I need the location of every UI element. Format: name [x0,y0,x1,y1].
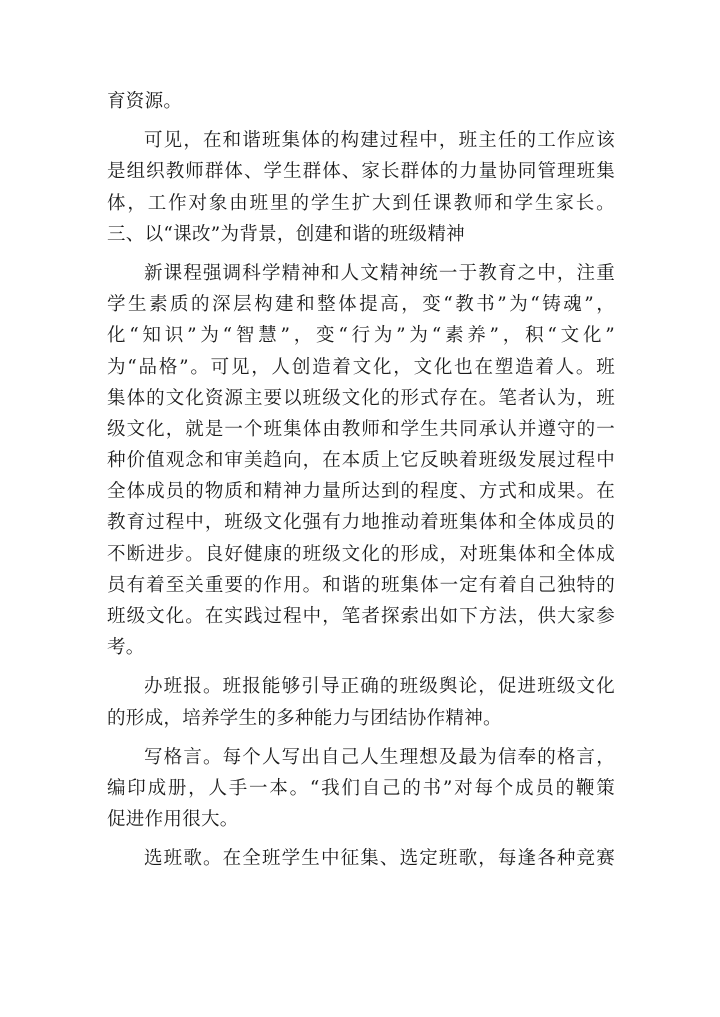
text-line: 可见，在和谐班集体的构建过程中，班主任的工作应该 [144,130,615,152]
text-line: 办班报。班报能够引导正确的班级舆论，促进班级文化 [144,676,615,698]
text-line: 选班歌。在全班学生中征集、选定班歌，每逢各种竞赛 [144,848,615,870]
text-line: 考。 [107,637,145,659]
text-line: 是组织教师群体、学生群体、家长群体的力量协同管理班集 [107,161,615,183]
paragraph-gap [107,734,615,742]
text-line: 的形成，培养学生的多种能力与团结协作精神。 [107,707,502,729]
text-line: 促进作用很大。 [107,809,239,831]
text-line: 化“知识”为“智慧”，变“行为”为“素养”，积“文化” [107,325,615,347]
text-line: 育资源。 [107,91,183,112]
text-line: 编印成册，人手一本。“我们自己的书”对每个成员的鞭策 [107,777,615,799]
text-line: 员有着至关重要的作用。和谐的班集体一定有着自己独特的 [107,574,615,596]
text-line: 新课程强调科学精神和人文精神统一于教育之中，注重 [144,262,615,284]
text-line: 为“品格”。可见，人创造着文化，文化也在塑造着人。班 [107,356,615,378]
text-line: 学生素质的深层构建和整体提高，变“教书”为“铸魂”， [107,294,615,316]
paragraph-gap [107,250,615,258]
text-line: 班级文化。在实践过程中，笔者探索出如下方法，供大家参 [107,606,615,627]
paragraph-gap [107,117,615,125]
text-line: 体，工作对象由班里的学生扩大到任课教师和学生家长。 [107,192,615,214]
text-line: 种价值观念和审美趋向，在本质上它反映着班级发展过程中 [107,450,615,472]
document-body [107,86,615,875]
text-line: 教育过程中，班级文化强有力地推动着班集体和全体成员的 [107,512,615,534]
text-line: 级文化，就是一个班集体由教师和学生共同承认并遵守的一 [107,418,615,440]
text-line: 不断进步。良好健康的班级文化的形成，对班集体和全体成 [107,543,615,565]
text-line: 全体成员的物质和精神力量所达到的程度、方式和成果。在 [107,481,615,503]
text-line: 写格言。每个人写出自己人生理想及最为信奉的格言， [144,746,615,768]
section-heading: 三、以“课改”为背景，创建和谐的班级精神 [107,223,465,245]
text-line: 集体的文化资源主要以班级文化的形式存在。笔者认为，班 [107,387,615,409]
paragraph-gap [107,663,615,671]
paragraph-gap [107,835,615,843]
